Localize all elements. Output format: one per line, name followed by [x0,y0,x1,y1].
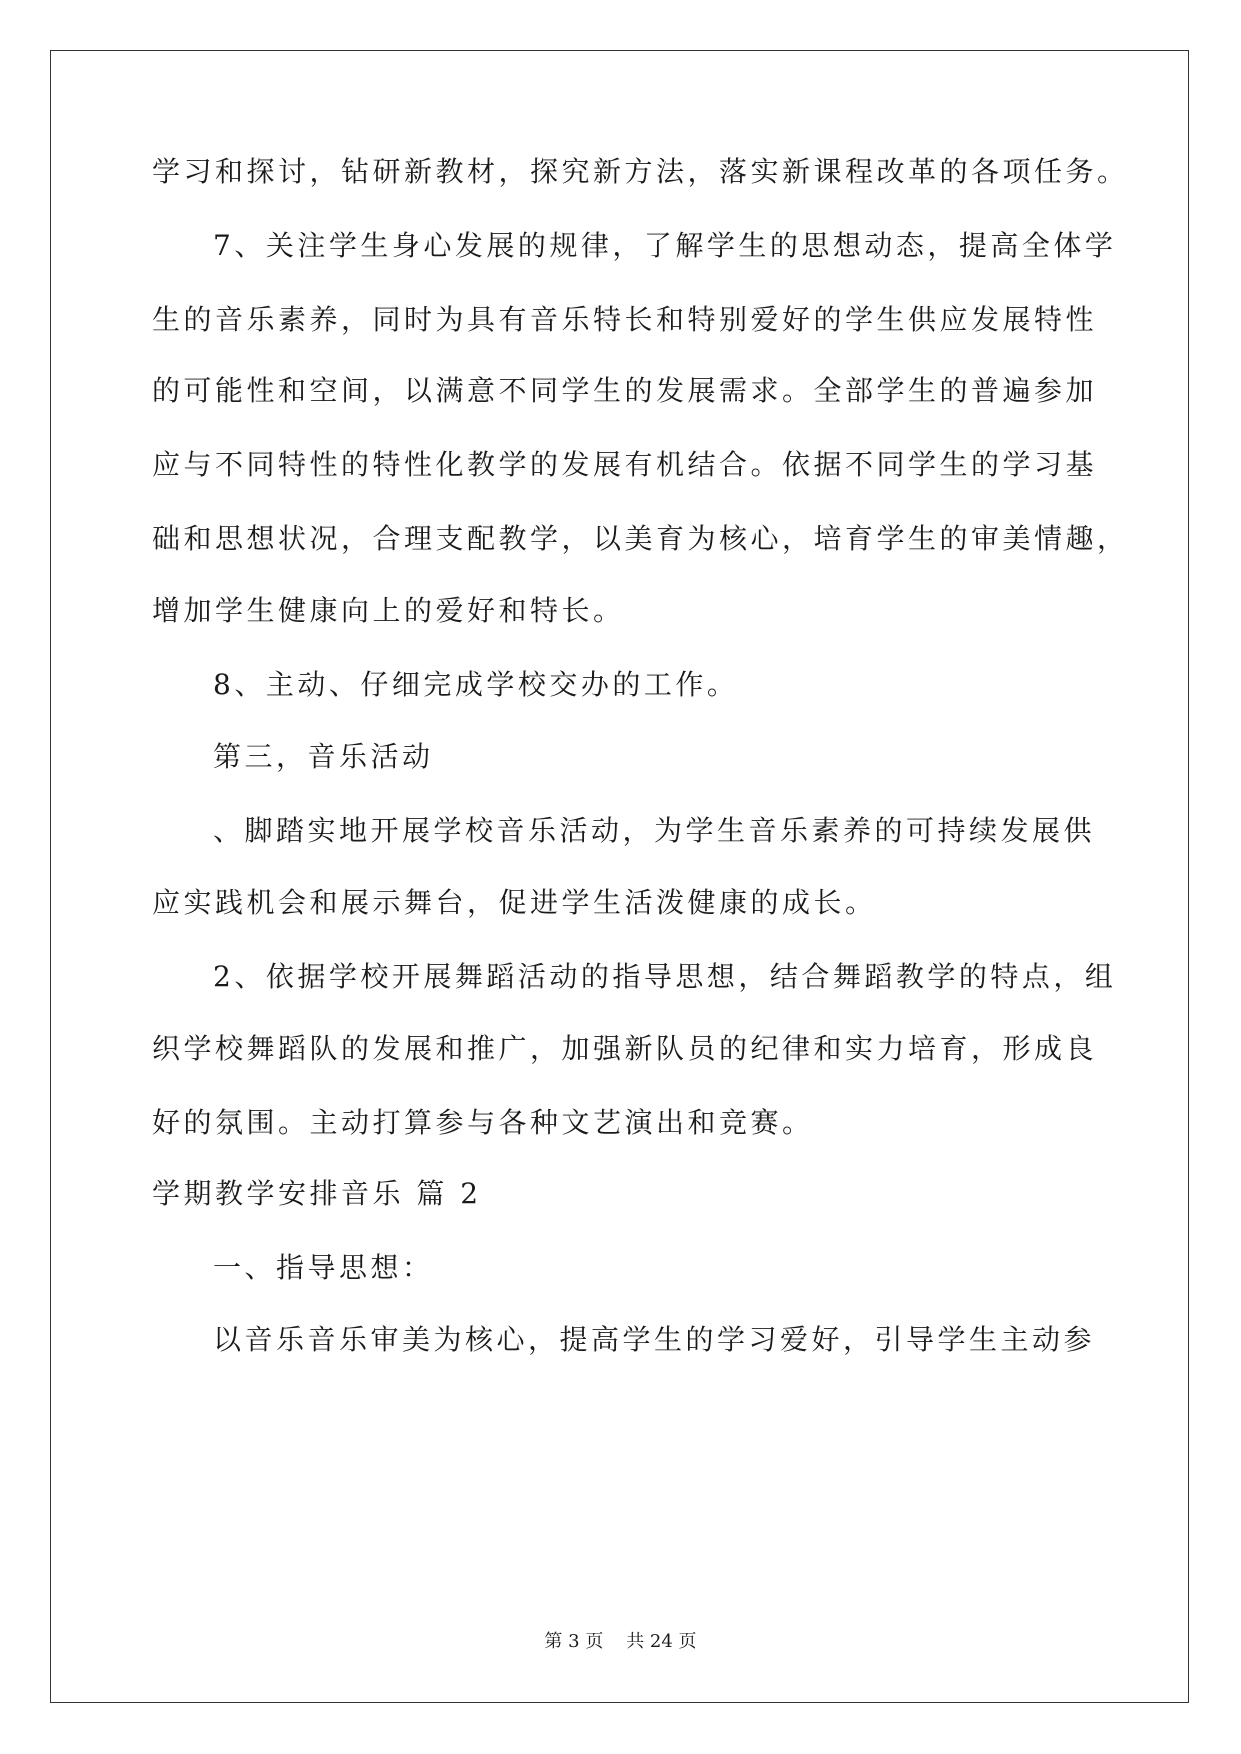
page-border [50,50,1189,1703]
text-line: 生的音乐素养，同时为具有音乐特长和特别爱好的学生供应发展特性 [152,303,1098,336]
text-line: 织学校舞蹈队的发展和推广，加强新队员的纪律和实力培育，形成良 [152,1032,1098,1065]
text-line: 学习和探讨，钻研新教材，探究新方法，落实新课程改革的各项任务。 [152,155,1129,188]
text-line: 应实践机会和展示舞台，促进学生活泼健康的成长。 [152,886,877,919]
text-line: 8、主动、仔细完成学校交办的工作。 [213,668,739,701]
text-line: 好的氛围。主动打算参与各种文艺演出和竞赛。 [152,1106,814,1139]
text-line: 7、关注学生身心发展的规律，了解学生的思想动态，提高全体学 [213,229,1117,262]
page-number-footer: 第 3 页 共 24 页 [544,1631,697,1652]
text-line: 增加学生健康向上的爱好和特长。 [152,594,625,627]
text-line: 础和思想状况，合理支配教学，以美育为核心，培育学生的审美情趣， [152,522,1129,555]
text-line: 的可能性和空间，以满意不同学生的发展需求。全部学生的普遍参加 [152,374,1098,407]
text-line: 2、依据学校开展舞蹈活动的指导思想，结合舞蹈教学的特点，组 [213,960,1117,993]
section-heading: 一、指导思想： [213,1251,434,1284]
text-line: 、脚踏实地开展学校音乐活动，为学生音乐素养的可持续发展供 [213,814,1096,847]
text-line: 应与不同特性的特性化教学的发展有机结合。依据不同学生的学习基 [152,448,1098,481]
text-line: 以音乐音乐审美为核心，提高学生的学习爱好，引导学生主动参 [213,1323,1096,1356]
section-title: 学期教学安排音乐 篇 2 [152,1177,482,1210]
section-heading: 第三，音乐活动 [213,740,434,773]
